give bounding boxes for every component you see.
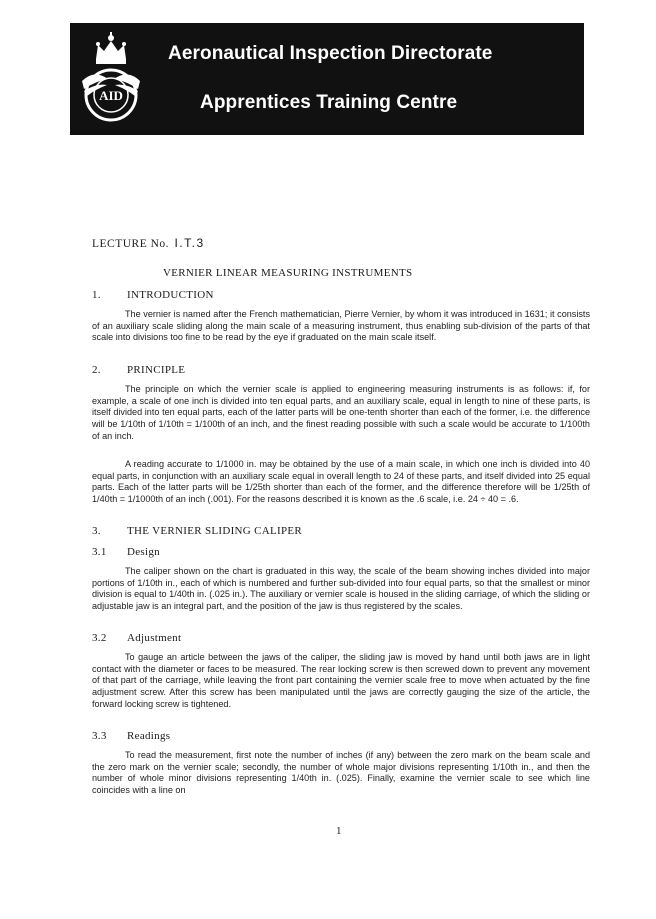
subsection-heading-3-1: 3.1 Design	[92, 546, 160, 558]
document-title: VERNIER LINEAR MEASURING INSTRUMENTS	[163, 267, 413, 279]
page-number: 1	[336, 825, 342, 837]
aid-crest-logo	[74, 29, 148, 129]
section-heading-2: 2. PRINCIPLE	[92, 364, 186, 376]
lecture-number	[92, 236, 205, 250]
lecture-code: I.T.3	[174, 236, 205, 250]
section-heading-1: 1. INTRODUCTION	[92, 289, 214, 301]
letterhead-banner	[70, 23, 584, 135]
paragraph-introduction: The vernier is named after the French mathematician, Pierre Vernier, by whom it was introduced in 1631; it consists of an auxiliary scale sliding along the main scale of a measuring instrument, thus enabling sub-division of the parts of that scale into divisions too fine to be read by the eye if graduated on the main scale itself.	[92, 309, 590, 343]
subsection-heading-3-2: 3.2 Adjustment	[92, 632, 182, 644]
header-directorate-title: Aeronautical Inspection Directorate	[168, 43, 493, 64]
crown-icon	[96, 32, 126, 64]
lecture-label: LECTURE No.	[92, 238, 170, 250]
paragraph-readings: To read the measurement, first note the number of inches (if any) between the zero mark on the beam scale and the zero mark on the vernier scale; secondly, the number of whole major divisions representing 1/10th in., and then the number of whole minor divisions representing 1/40th in. (.025). Finally, examine the vernier scale to see which line coincides with a line on	[92, 750, 590, 796]
header-centre-title: Apprentices Training Centre	[200, 92, 458, 113]
section-heading-3: 3. THE VERNIER SLIDING CALIPER	[92, 525, 303, 537]
emblem-monogram: AID	[99, 88, 123, 103]
paragraph-design: The caliper shown on the chart is graduated in this way, the scale of the beam showing inches divided into major portions of 1/10th in., each of which is numbered and further sub-divided into four equal parts, so that the smallest or minor division is equal to 1/40th in. (.025 in.). The auxiliary or vernier scale is housed in the sliding carriage, of which the sliding or adjustable jaw is an integral part, and the position of the jaw is thus registered by the scales.	[92, 566, 590, 612]
paragraph-principle-2: A reading accurate to 1/1000 in. may be obtained by the use of a main scale, in which one inch is divided into 40 equal parts, in conjunction with an auxiliary scale equal in overall length to 24 of these parts, and itself divided into 25 equal parts. Each of the latter parts will be 1/25th shorter than each of the former, and the difference therefore will be 1/25th of 1/40th = 1/1000th of an inch (.001). For the reasons described it is known as the .6 scale, i.e. 24 ÷ 40 = .6.	[92, 459, 590, 505]
paragraph-adjustment: To gauge an article between the jaws of the caliper, the sliding jaw is moved by hand until both jaws are in light contact with the diameter or faces to be measured. The rear locking screw is then screwed down to prevent any movement of that part of the carriage, while leaving the front part containing the vernier scale free to move when actuated by the fine adjustment screw. After this screw has been manipulated until the jaws are correctly gauging the size of the article, the forward locking screw is tightened.	[92, 652, 590, 709]
paragraph-principle-1: The principle on which the vernier scale is applied to engineering measuring instruments is as follows: if, for example, a scale of one inch is divided into ten equal parts, and an auxiliary scale, equal in length to nine of these parts, is itself divided into ten equal parts, each of the latter parts will be one-tenth shorter than each of the former, i.e. the difference will be 1/10th of 1/10th = 1/100th of an inch, and the finest reading possible with such a scale would be accurate to 1/100th of an inch.	[92, 384, 590, 441]
subsection-heading-3-3: 3.3 Readings	[92, 730, 171, 742]
